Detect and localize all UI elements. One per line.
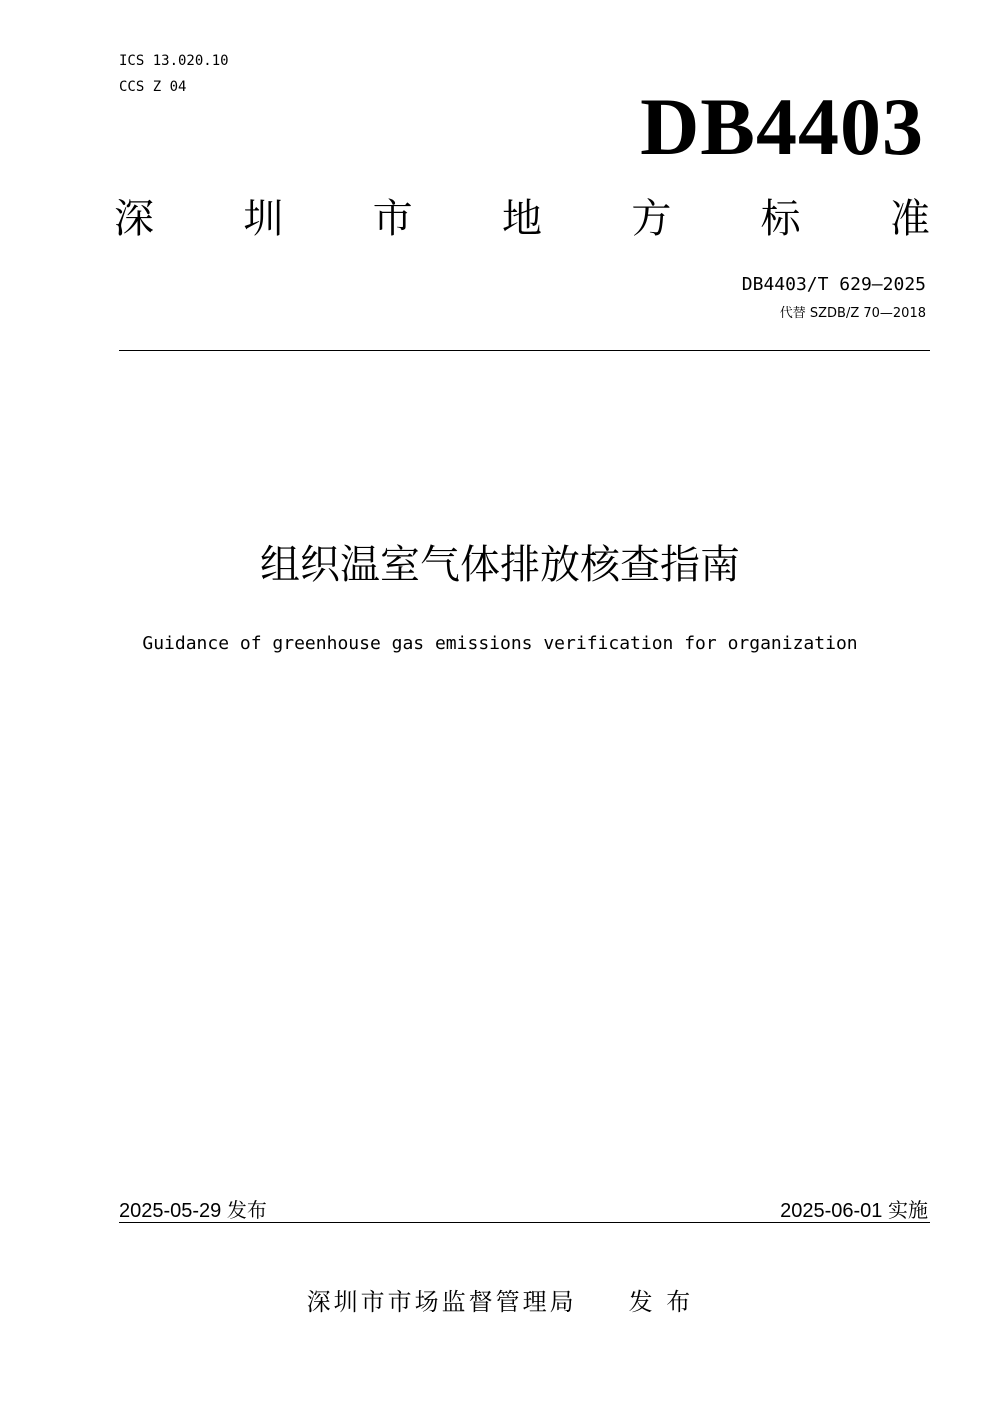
standard-type-char: 深 <box>114 196 154 242</box>
replaces-standard: 代替 SZDB/Z 70—2018 <box>779 306 926 321</box>
implement-date: 2025-06-01 实施 <box>780 1200 928 1222</box>
issuer-action: 发 布 <box>628 1288 694 1316</box>
document-title-en: Guidance of greenhouse gas emissions verification for organization <box>142 633 858 654</box>
standard-type-char: 标 <box>760 196 801 242</box>
ics-code: ICS 13.020.10 <box>119 53 229 69</box>
issuer-line <box>0 1286 1000 1318</box>
standard-type-char: 方 <box>631 196 672 242</box>
standard-type-char: 准 <box>889 196 930 242</box>
issuer-name: 深圳市市场监督管理局 <box>306 1288 577 1316</box>
standard-type-heading <box>114 195 930 243</box>
document-title-cn: 组织温室气体排放核查指南 <box>260 542 740 588</box>
standard-type-char: 圳 <box>243 196 284 242</box>
db-code-heading: DB4403 <box>640 81 924 172</box>
publish-date: 2025-05-29 发布 <box>119 1200 267 1222</box>
ccs-code: CCS Z 04 <box>119 79 187 95</box>
top-divider <box>119 350 930 351</box>
standard-type-char: 地 <box>501 196 542 242</box>
standard-number: DB4403/T 629—2025 <box>741 274 926 295</box>
bottom-divider <box>119 1222 930 1223</box>
standard-type-char: 市 <box>372 196 413 242</box>
